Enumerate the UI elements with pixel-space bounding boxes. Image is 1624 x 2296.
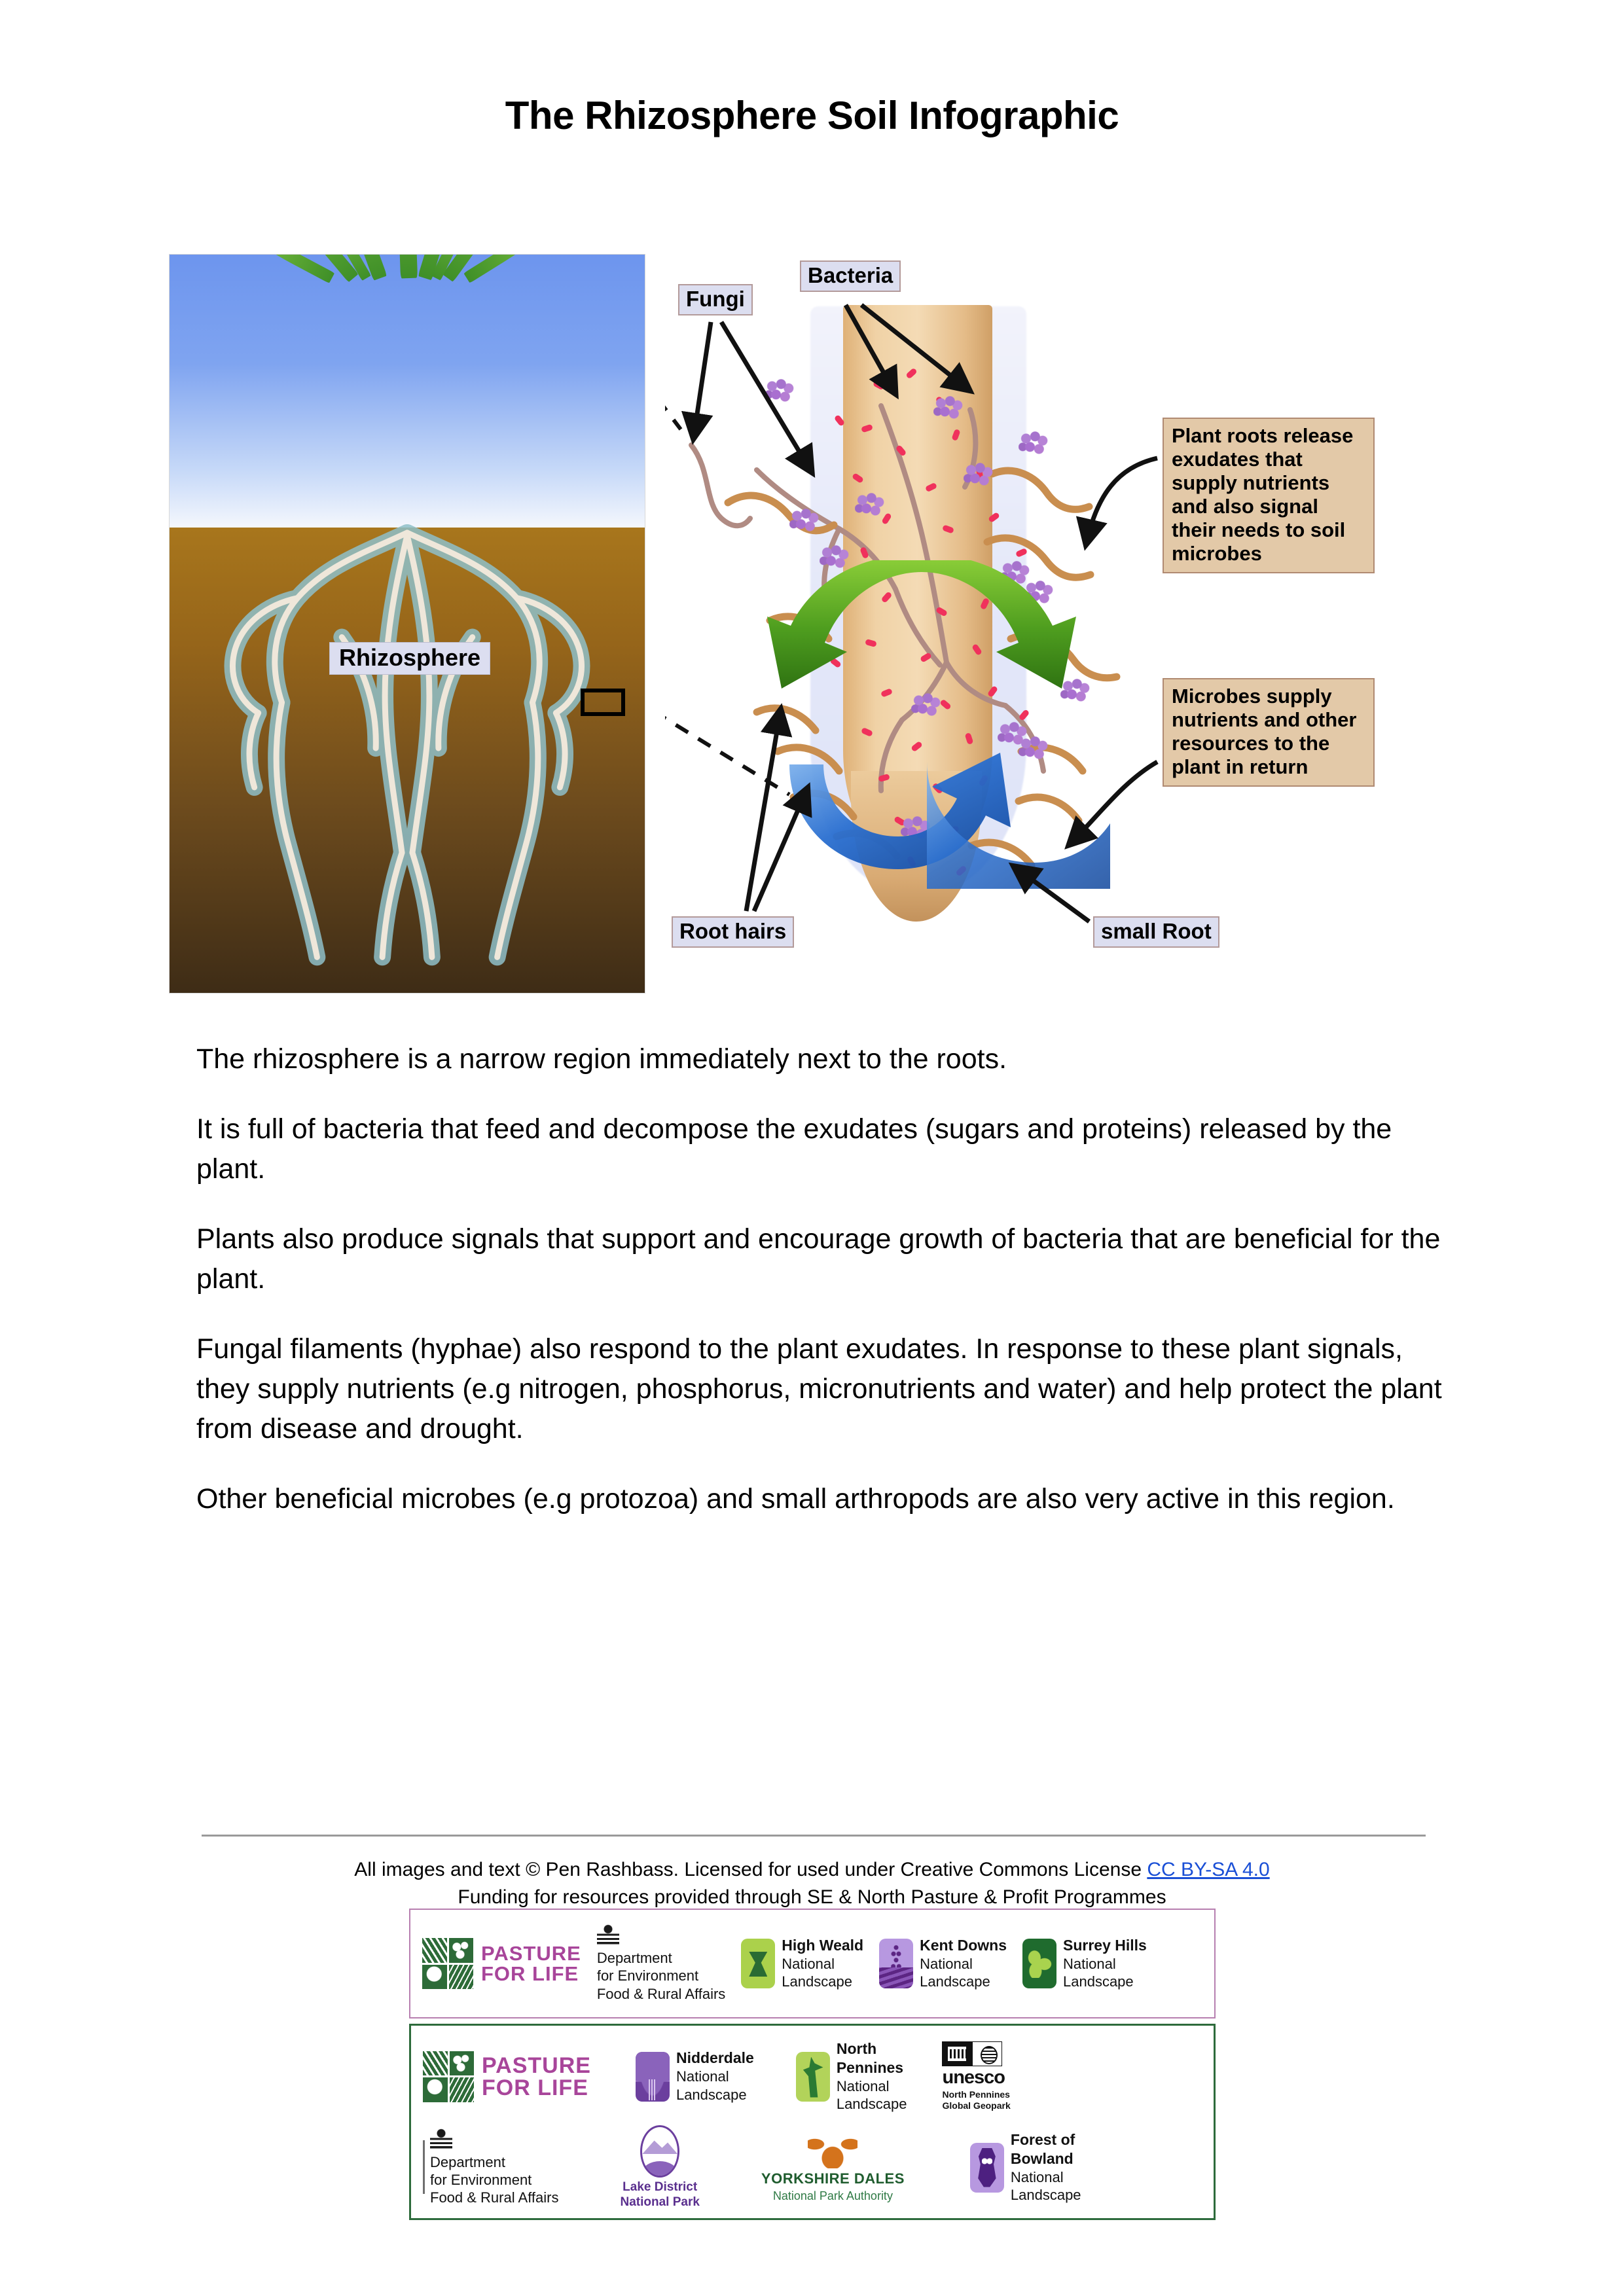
forest-of-bowland-wordmark xyxy=(1011,2130,1081,2204)
pasture-for-life-icon xyxy=(422,1938,473,1989)
root-system-illustration xyxy=(170,513,645,993)
bowland-line-3: National xyxy=(1010,2168,1064,2185)
defra-line-3: Food & Rural Affairs xyxy=(596,1985,726,2002)
nidderdale-line-1: Nidderdale xyxy=(676,2049,754,2067)
royal-crown-icon-2 xyxy=(430,2128,452,2151)
logo-bar-bottom-row-1 xyxy=(423,2031,1202,2122)
logo-forest-of-bowland xyxy=(970,2130,1081,2204)
high-weald-icon xyxy=(741,1939,775,1988)
logo-kent-downs xyxy=(879,1936,1007,1991)
logo-north-pennines xyxy=(796,2039,907,2113)
label-bacteria: Bacteria xyxy=(800,260,901,292)
rhizosphere-infographic-figure xyxy=(169,254,1393,997)
sky-background xyxy=(170,255,645,528)
paragraph-3: Plants also produce signals that support and encourage growth of bacteria that are beneficial for the plant. xyxy=(196,1223,1441,1295)
north-pennines-line-1: North xyxy=(836,2039,877,2057)
partner-logo-bar-top xyxy=(409,1909,1216,2018)
defra2-line-2: for Environment xyxy=(430,2171,532,2188)
kent-downs-wordmark xyxy=(920,1936,1007,1991)
soil-panel xyxy=(169,254,645,994)
kent-downs-line-2: National xyxy=(920,1955,973,1972)
surrey-hills-line-2: National xyxy=(1063,1955,1116,1972)
pasture-for-life-icon-2 xyxy=(423,2051,474,2102)
nidderdale-line-3: Landscape xyxy=(676,2086,747,2103)
unesco-temple-icon xyxy=(942,2041,1002,2066)
footer-license-line xyxy=(0,1857,1624,1884)
paragraph-1: The rhizosphere is a narrow region immediately next to the roots. xyxy=(196,1043,1007,1075)
pfl-line-2: FOR LIFE xyxy=(481,1962,579,1985)
logo-yorkshire-dales xyxy=(761,2132,905,2203)
pasture-for-life-wordmark xyxy=(481,1943,581,1984)
unesco-sub-line-1: North Pennines xyxy=(942,2089,1010,2100)
bowland-line-1: Forest of xyxy=(1010,2130,1075,2148)
high-weald-line-2: National xyxy=(782,1955,835,1972)
partner-logo-bar-bottom xyxy=(409,2024,1216,2220)
surrey-hills-line-1: Surrey Hills xyxy=(1063,1936,1147,1954)
label-root-hairs: Root hairs xyxy=(672,916,794,948)
logo-defra-2 xyxy=(423,2128,558,2207)
logo-surrey-hills xyxy=(1022,1936,1147,1991)
label-fungi: Fungi xyxy=(678,284,753,315)
callout-plant-exudates: Plant roots release exudates that supply nutrients and also signal their needs to soil microbes xyxy=(1163,418,1375,573)
paragraph-2: It is full of bacteria that feed and decompose the exudates (sugars and proteins) released by the plant. xyxy=(196,1113,1392,1185)
nidderdale-icon xyxy=(636,2052,670,2102)
footer-license-text: All images and text © Pen Rashbass. Licensed for used under Creative Commons License xyxy=(354,1859,1147,1880)
kent-downs-line-1: Kent Downs xyxy=(920,1936,1007,1954)
nidderdale-wordmark xyxy=(676,2049,754,2104)
footer-divider xyxy=(202,1835,1426,1837)
defra2-line-1: Department xyxy=(430,2153,505,2170)
forest-of-bowland-icon xyxy=(970,2143,1004,2193)
callout-microbes-supply: Microbes supply nutrients and other resources to the plant in return xyxy=(1163,678,1375,787)
logo-defra xyxy=(597,1924,725,2003)
yorkshire-dales-line-2: National Park Authority xyxy=(772,2189,893,2202)
rhizosphere-label: Rhizosphere xyxy=(329,642,490,675)
defra-wordmark-2 xyxy=(430,2153,558,2207)
yorkshire-dales-line-1: YORKSHIRE DALES xyxy=(761,2170,905,2187)
bowland-line-4: Landscape xyxy=(1010,2187,1081,2204)
lake-district-line-1: Lake District xyxy=(623,2179,698,2194)
kent-downs-icon xyxy=(879,1939,913,1988)
paragraph-5: Other beneficial microbes (e.g protozoa) and small arthropods are also very active in this region. xyxy=(196,1483,1395,1515)
lake-district-wordmark xyxy=(620,2180,699,2210)
pfl2-line-2: FOR LIFE xyxy=(482,2075,588,2100)
unesco-subtitle xyxy=(942,2089,1010,2112)
north-pennines-line-3: National xyxy=(836,2077,890,2094)
unesco-wordmark: unesco xyxy=(942,2066,1005,2088)
logo-bar-bottom-row-2 xyxy=(423,2122,1202,2213)
logo-unesco-geopark xyxy=(942,2041,1010,2112)
page-title: The Rhizosphere Soil Infographic xyxy=(505,94,1119,137)
unesco-sub-line-2: Global Geopark xyxy=(942,2100,1011,2111)
label-small-root: small Root xyxy=(1093,916,1219,948)
defra2-line-3: Food & Rural Affairs xyxy=(430,2189,559,2206)
defra-wordmark xyxy=(597,1949,725,2003)
north-pennines-icon xyxy=(796,2052,830,2102)
lake-district-icon xyxy=(640,2125,679,2178)
surrey-hills-wordmark xyxy=(1063,1936,1147,1991)
cc-license-link[interactable]: CC BY-SA 4.0 xyxy=(1147,1859,1270,1880)
pasture-for-life-wordmark-2 xyxy=(482,2054,591,2099)
yorkshire-dales-ram-icon xyxy=(808,2132,857,2168)
kent-downs-line-3: Landscape xyxy=(920,1973,990,1990)
zoom-region-box xyxy=(581,689,625,716)
exudate-arrow-green xyxy=(719,560,1125,704)
high-weald-wordmark xyxy=(782,1936,863,1991)
paragraph-4: Fungal filaments (hyphae) also respond to the plant exudates. In response to these plant signals, they supply nutrients (e.g nitrogen, phosphorus, micronutrients and water) and help protect the plant from disease and drought. xyxy=(196,1333,1442,1445)
bowland-line-2: Bowland xyxy=(1010,2149,1074,2167)
defra-line-2: for Environment xyxy=(596,1967,699,1984)
north-pennines-line-2: Pennines xyxy=(836,2058,904,2076)
body-text xyxy=(196,1039,1460,1549)
defra-line-1: Department xyxy=(596,1950,672,1967)
defra-divider xyxy=(423,2140,425,2194)
logo-high-weald xyxy=(741,1936,863,1991)
logo-nidderdale xyxy=(636,2049,754,2104)
surrey-hills-line-3: Landscape xyxy=(1063,1973,1134,1990)
high-weald-line-1: High Weald xyxy=(782,1936,864,1954)
lake-district-line-2: National Park xyxy=(620,2195,700,2209)
logo-lake-district xyxy=(620,2125,699,2210)
footer-funding-line: Funding for resources provided through SE & North Pasture & Profit Programmes xyxy=(458,1886,1166,1908)
pfl2-line-1: PASTURE xyxy=(482,2053,591,2078)
logo-pasture-for-life-2 xyxy=(423,2051,591,2102)
pfl-line-1: PASTURE xyxy=(481,1942,581,1965)
logo-pasture-for-life xyxy=(422,1938,581,1989)
high-weald-line-3: Landscape xyxy=(782,1973,852,1990)
root-detail-panel xyxy=(665,254,1393,997)
north-pennines-wordmark xyxy=(837,2039,907,2113)
nidderdale-line-2: National xyxy=(676,2068,729,2085)
nutrient-return-arrow-blue xyxy=(763,738,1110,889)
north-pennines-line-4: Landscape xyxy=(836,2096,907,2113)
royal-crown-icon xyxy=(597,1924,619,1946)
surrey-hills-icon xyxy=(1022,1939,1056,1988)
